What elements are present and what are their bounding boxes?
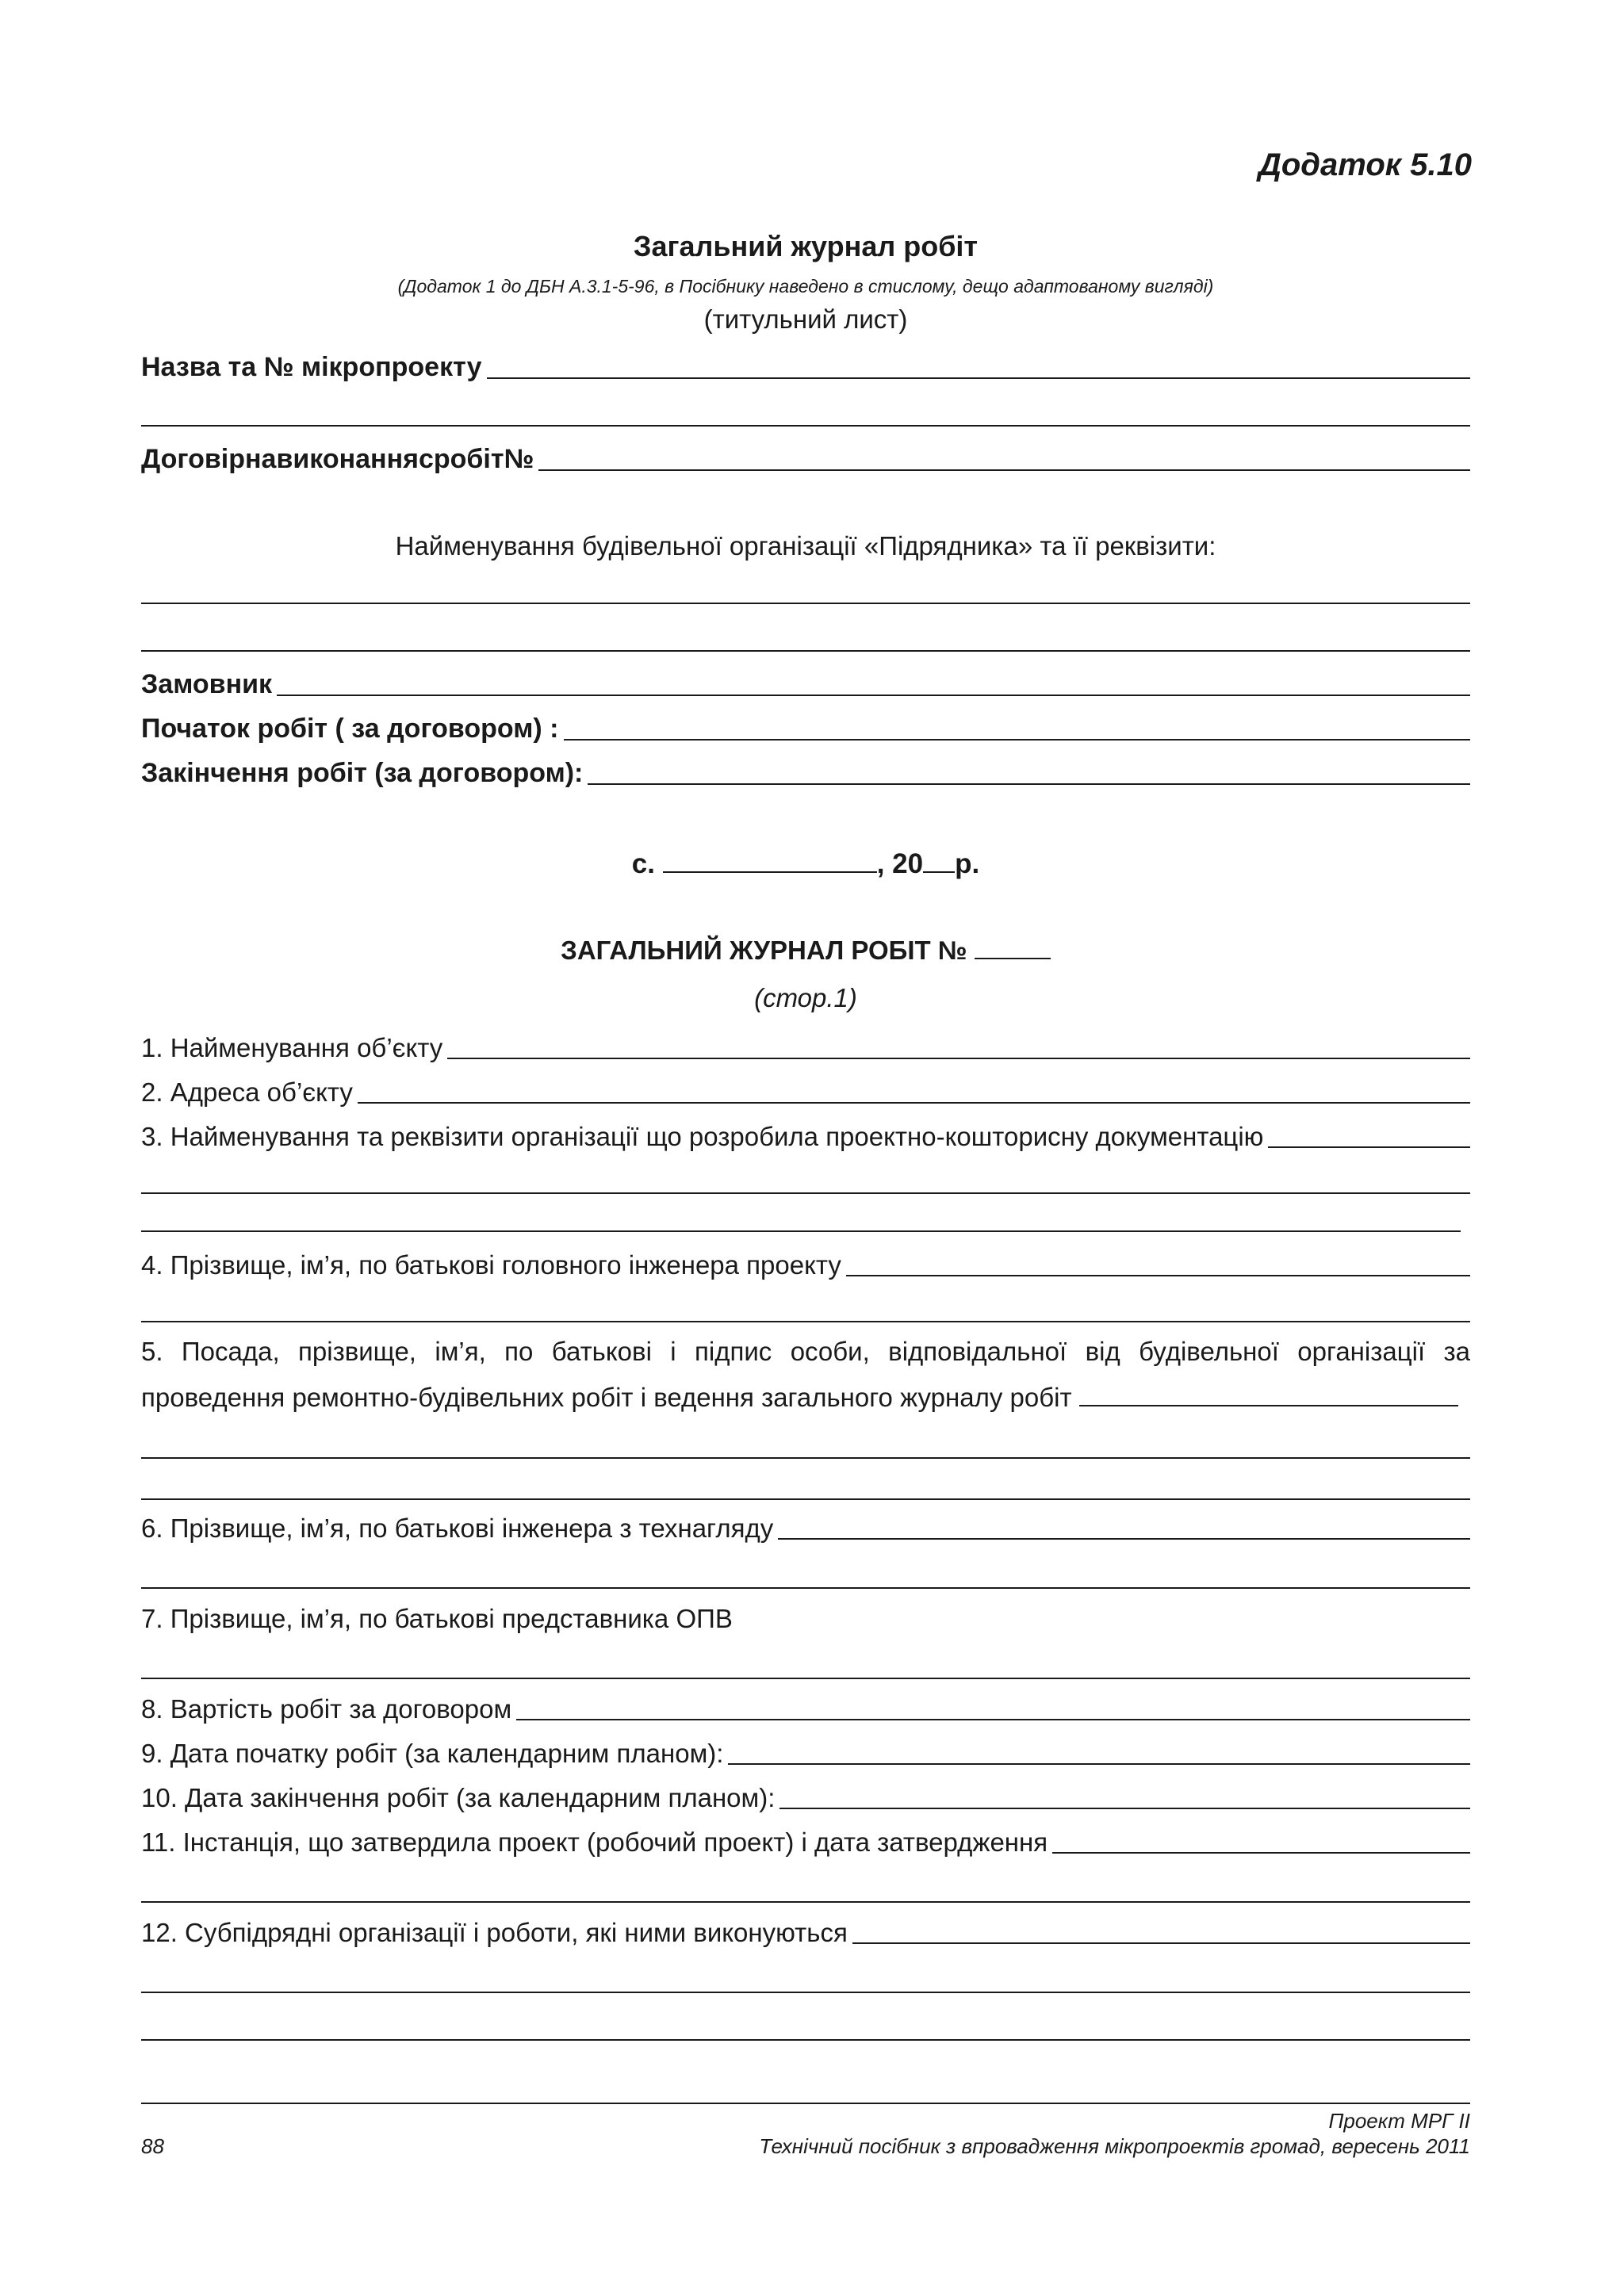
item-3 [141, 1112, 1470, 1151]
blank-line[interactable] [141, 1678, 1470, 1679]
blank-line[interactable] [141, 1192, 1470, 1194]
project-name-field [141, 342, 1470, 382]
page-number: 88 [141, 2134, 164, 2158]
end-blank[interactable] [588, 783, 1470, 785]
item-8 [141, 1684, 1470, 1724]
blank-line[interactable] [141, 1498, 1470, 1500]
end-label: Закінчення робіт (за договором): [141, 758, 584, 788]
item-11-label: 11. Інстанція, що затвердила проект (робочий проект) і дата затвердження [141, 1827, 1048, 1857]
date-prefix: с. [631, 848, 655, 879]
customer-label: Замовник [141, 669, 273, 699]
item-2-blank[interactable] [358, 1102, 1470, 1104]
item-12 [141, 1908, 1470, 1947]
journal-page: (стор.1) [754, 983, 857, 1012]
item-12-label: 12. Субпідрядні організації і роботи, які ними виконуються [141, 1918, 848, 1947]
journal-title-text: ЗАГАЛЬНИЙ ЖУРНАЛ РОБІТ № [561, 936, 967, 965]
item-10-label: 10. Дата закінчення робіт (за календарним планом): [141, 1783, 776, 1812]
contract-blank[interactable] [538, 469, 1470, 471]
start-label: Початок робіт ( за договором) : [141, 714, 559, 744]
start-blank[interactable] [564, 739, 1471, 740]
item-11-blank[interactable] [1052, 1852, 1470, 1854]
footer-project: Проект МРГ ІІ [1328, 2109, 1470, 2133]
project-name-blank[interactable] [487, 377, 1471, 379]
item-1-blank[interactable] [447, 1058, 1470, 1059]
item-8-label: 8. Вартість робіт за договором [141, 1694, 512, 1724]
village-blank[interactable] [663, 871, 877, 873]
item-1-label: 1. Найменування об’єкту [141, 1033, 443, 1062]
item-6-blank[interactable] [778, 1538, 1470, 1540]
item-7-label: 7. Прізвище, ім’я, по батькові представника ОПВ [141, 1604, 733, 1633]
item-12-blank[interactable] [852, 1942, 1470, 1944]
customer-field [141, 660, 1470, 699]
item-4 [141, 1240, 1470, 1280]
footer-manual-title: Технічний посібник з впровадження мікропроектів громад, вересень 2011 [759, 2134, 1470, 2158]
item-10 [141, 1773, 1470, 1812]
blank-line[interactable] [141, 425, 1470, 427]
item-4-blank[interactable] [846, 1275, 1470, 1276]
item-5-blank[interactable] [1079, 1405, 1458, 1406]
blank-line[interactable] [141, 1321, 1470, 1322]
item-11 [141, 1817, 1470, 1857]
form-title: Загальний журнал робіт [633, 230, 979, 262]
item-6-label: 6. Прізвище, ім’я, по батькові інженера з технагляду [141, 1513, 774, 1543]
item-10-blank[interactable] [779, 1808, 1470, 1809]
form-subtitle: (Додаток 1 до ДБН А.3.1-5-96, в Посібнику наведено в стислому, дещо адаптованому вигляді) [397, 276, 1214, 297]
blank-line[interactable] [141, 1901, 1470, 1903]
appendix-label: Додаток 5.10 [1258, 147, 1472, 182]
blank-line[interactable] [141, 2039, 1470, 2041]
item-4-label: 4. Прізвище, ім’я, по батькові головного інженера проекту [141, 1250, 841, 1280]
footer-divider [141, 2103, 1470, 2104]
item-3-label: 3. Найменування та реквізити організації що розробила проектно-кошторисну документацію [141, 1122, 1264, 1151]
item-3-blank[interactable] [1268, 1146, 1470, 1148]
year-blank[interactable] [923, 871, 955, 873]
sheet-label: (титульний лист) [703, 304, 908, 334]
item-2-label: 2. Адреса об’єкту [141, 1077, 353, 1107]
item-1 [141, 1023, 1470, 1062]
item-5 [141, 1329, 1470, 1421]
date-line [141, 848, 1470, 880]
date-year: , 20 [876, 848, 924, 879]
journal-title [141, 936, 1470, 966]
blank-line[interactable] [141, 1230, 1461, 1232]
blank-line[interactable] [141, 1992, 1470, 1993]
item-6 [141, 1503, 1470, 1543]
start-field [141, 704, 1470, 744]
contract-label: Договірнавиконаннясробіт№ [141, 444, 534, 474]
end-field [141, 748, 1470, 788]
blank-line[interactable] [141, 1457, 1470, 1459]
blank-line[interactable] [141, 1587, 1470, 1589]
item-9-label: 9. Дата початку робіт (за календарним планом): [141, 1739, 724, 1768]
item-9-blank[interactable] [728, 1763, 1470, 1765]
blank-line[interactable] [141, 650, 1470, 652]
item-8-blank[interactable] [516, 1719, 1470, 1720]
item-2 [141, 1067, 1470, 1107]
blank-line[interactable] [141, 603, 1470, 604]
contract-field [141, 434, 1470, 474]
item-5-label: 5. Посада, прізвище, ім’я, по батькові і підпис особи, відповідальної від будівельної організації за проведення ремонтно-будівельних робіт і ведення загального журналу робіт [141, 1337, 1470, 1412]
journal-number-blank[interactable] [975, 958, 1051, 959]
project-name-label: Назва та № мікропроекту [141, 352, 482, 382]
item-7 [141, 1594, 1470, 1633]
contractor-requisites-label: Найменування будівельної організації «Підрядника» та її реквізити: [395, 531, 1216, 561]
item-9 [141, 1728, 1470, 1768]
customer-blank[interactable] [277, 695, 1470, 696]
date-suffix: р. [955, 848, 980, 879]
